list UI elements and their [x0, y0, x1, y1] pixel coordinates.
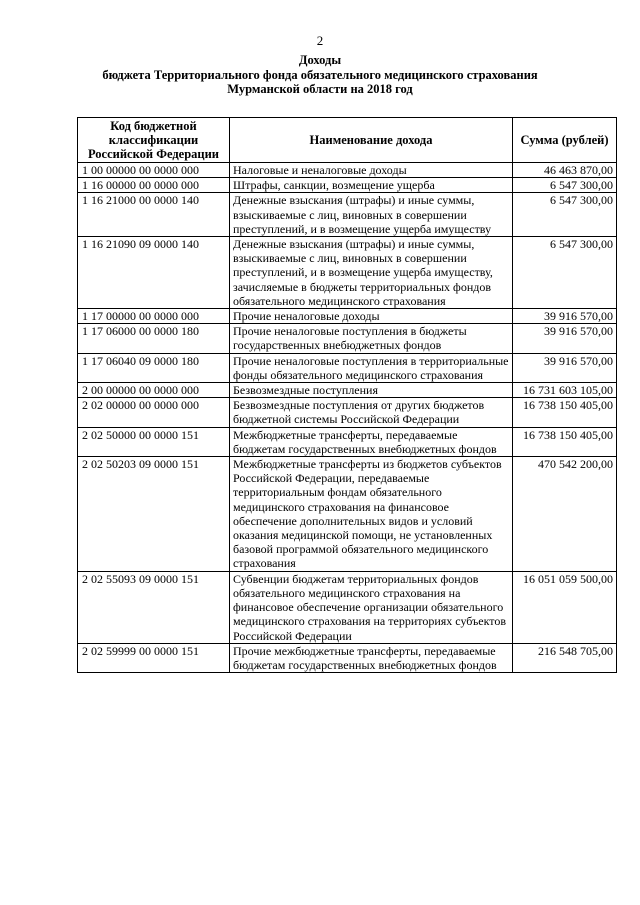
name-cell: Межбюджетные трансферты, передаваемые бюджетам государственных внебюджетных фондов [230, 427, 513, 456]
table-row [78, 353, 617, 382]
code-cell: 1 00 00000 00 0000 000 [78, 163, 230, 178]
header-sum: Сумма (рублей) [513, 118, 617, 163]
sum-cell: 6 547 300,00 [513, 178, 617, 193]
sum-cell: 46 463 870,00 [513, 163, 617, 178]
table-row [78, 309, 617, 324]
code-cell: 2 02 50203 09 0000 151 [78, 457, 230, 572]
table-row [78, 571, 617, 643]
name-cell: Прочие неналоговые поступления в бюджеты государственных внебюджетных фондов [230, 324, 513, 353]
title-line-3: Мурманской области на 2018 год [227, 82, 413, 96]
code-cell: 2 00 00000 00 0000 000 [78, 383, 230, 398]
header-code: Код бюджетной классификации Российской Федерации [78, 118, 230, 163]
sum-cell: 16 051 059 500,00 [513, 571, 617, 643]
table-row [78, 398, 617, 427]
name-cell: Налоговые и неналоговые доходы [230, 163, 513, 178]
sum-cell: 16 738 150 405,00 [513, 398, 617, 427]
code-cell: 2 02 50000 00 0000 151 [78, 427, 230, 456]
name-cell: Прочие межбюджетные трансферты, передаваемые бюджетам государственных внебюджетных фондов [230, 643, 513, 672]
code-cell: 1 17 06040 09 0000 180 [78, 353, 230, 382]
table-row [78, 193, 617, 237]
table-row [78, 427, 617, 456]
code-cell: 2 02 59999 00 0000 151 [78, 643, 230, 672]
code-cell: 1 16 00000 00 0000 000 [78, 178, 230, 193]
table-body [78, 163, 617, 673]
header-name: Наименование дохода [230, 118, 513, 163]
sum-cell: 39 916 570,00 [513, 324, 617, 353]
sum-cell: 39 916 570,00 [513, 309, 617, 324]
name-cell: Межбюджетные трансферты из бюджетов субъектов Российской Федерации, передаваемые территориальным фондам обязательного медицинского страхования на финансовое обеспечение дополнительных видов и условий оказания медицинской помощи, не установленных базовой программой обязательного медицинского страхования [230, 457, 513, 572]
name-cell: Денежные взыскания (штрафы) и иные суммы, взыскиваемые с лиц, виновных в совершении преступлений, и в возмещение ущерба имуществу [230, 193, 513, 237]
name-cell: Денежные взыскания (штрафы) и иные суммы, взыскиваемые с лиц, виновных в совершении преступлений, и в возмещение ущерба имуществу, зачисляемые в бюджеты территориальных фондов обязательного медицинского страхования [230, 237, 513, 309]
name-cell: Прочие неналоговые доходы [230, 309, 513, 324]
table-row [78, 178, 617, 193]
table-row [78, 643, 617, 672]
table-row [78, 383, 617, 398]
table-row [78, 163, 617, 178]
page-number: 2 [316, 33, 324, 48]
code-cell: 2 02 55093 09 0000 151 [78, 571, 230, 643]
code-cell: 1 17 06000 00 0000 180 [78, 324, 230, 353]
title-line-2: бюджета Территориального фонда обязательного медицинского страхования [102, 67, 538, 82]
sum-cell: 470 542 200,00 [513, 457, 617, 572]
sum-cell: 6 547 300,00 [513, 193, 617, 237]
document-title [0, 53, 640, 97]
name-cell: Субвенции бюджетам территориальных фондов обязательного медицинского страхования на финансовое обеспечение организации обязательного медицинского страхования на территориях субъектов Российской Федерации [230, 571, 513, 643]
title-line-1: Доходы [298, 53, 342, 67]
sum-cell: 6 547 300,00 [513, 237, 617, 309]
sum-cell: 216 548 705,00 [513, 643, 617, 672]
sum-cell: 16 738 150 405,00 [513, 427, 617, 456]
revenue-table [77, 117, 617, 673]
table-row [78, 324, 617, 353]
table-header-row [78, 118, 617, 163]
sum-cell: 39 916 570,00 [513, 353, 617, 382]
table-row [78, 457, 617, 572]
name-cell: Прочие неналоговые поступления в территориальные фонды обязательного медицинского страхования [230, 353, 513, 382]
name-cell: Безвозмездные поступления от других бюджетов бюджетной системы Российской Федерации [230, 398, 513, 427]
code-cell: 2 02 00000 00 0000 000 [78, 398, 230, 427]
code-cell: 1 16 21000 00 0000 140 [78, 193, 230, 237]
code-cell: 1 16 21090 09 0000 140 [78, 237, 230, 309]
table-row [78, 237, 617, 309]
sum-cell: 16 731 603 105,00 [513, 383, 617, 398]
code-cell: 1 17 00000 00 0000 000 [78, 309, 230, 324]
name-cell: Безвозмездные поступления [230, 383, 513, 398]
name-cell: Штрафы, санкции, возмещение ущерба [230, 178, 513, 193]
